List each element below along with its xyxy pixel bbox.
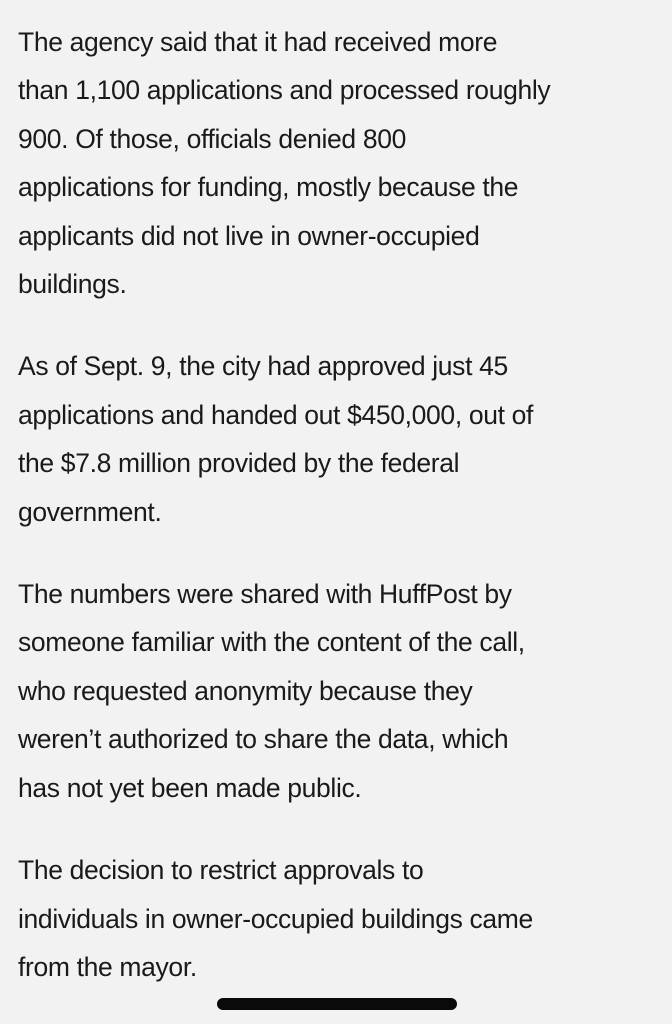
paragraph-approvals — [18, 342, 663, 536]
paragraph-line: 900. Of those, officials denied 800 — [18, 123, 406, 154]
paragraph-line: applications and handed out $450,000, out of — [18, 399, 534, 430]
paragraph-line: the $7.8 million provided by the federal — [18, 448, 460, 479]
paragraph-line: than 1,100 applications and processed roughly — [18, 75, 551, 106]
paragraph-line: government. — [18, 496, 162, 527]
paragraph-line: The numbers were shared with HuffPost by — [18, 579, 512, 610]
paragraph-line: applications for funding, mostly because the — [18, 172, 519, 203]
paragraph-line: buildings. — [18, 269, 127, 300]
paragraph-line: The decision to restrict approvals to — [18, 855, 424, 886]
paragraph-line: has not yet been made public. — [18, 772, 362, 803]
paragraph-line: weren’t authorized to share the data, which — [18, 724, 509, 755]
paragraph-applications — [18, 18, 663, 308]
paragraph-decision — [18, 846, 663, 991]
paragraph-line: who requested anonymity because they — [18, 675, 473, 706]
paragraph-line: someone familiar with the content of the call, — [18, 627, 525, 658]
home-indicator-bar[interactable] — [217, 998, 457, 1010]
article-body — [18, 18, 663, 991]
paragraph-source — [18, 570, 663, 812]
paragraph-line: individuals in owner-occupied buildings came — [18, 903, 533, 934]
paragraph-line: applicants did not live in owner-occupied — [18, 220, 480, 251]
paragraph-line: from the mayor. — [18, 951, 197, 982]
paragraph-line: The agency said that it had received more — [18, 27, 498, 57]
paragraph-line: As of Sept. 9, the city had approved just 45 — [18, 351, 508, 382]
